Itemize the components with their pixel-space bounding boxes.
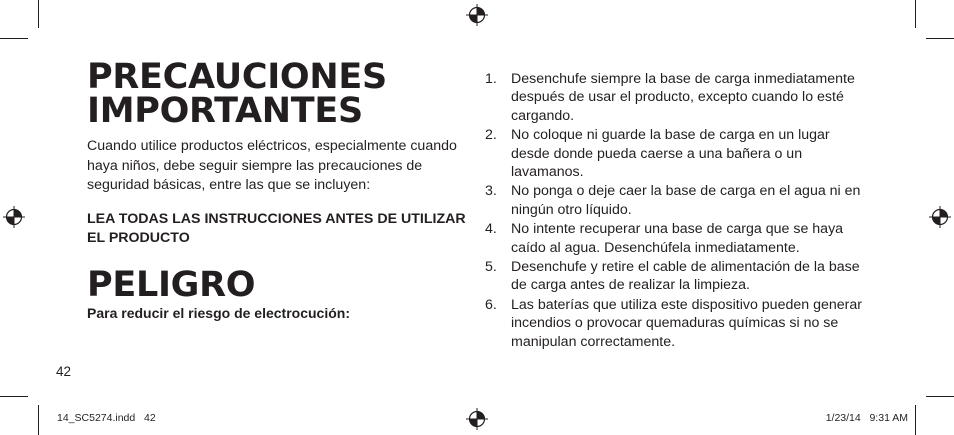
item-number: 5.: [485, 259, 497, 276]
slug-timestamp: 1/23/14 9:31 AM: [825, 412, 908, 424]
registration-mark-bottom-icon: [466, 408, 488, 430]
item-text: Desenchufe y retire el cable de alimentación de la base de carga antes de realizar la limpieza.: [511, 259, 860, 294]
list-item: [485, 70, 870, 125]
page-title: PRECAUCIONES IMPORTANTES: [87, 57, 387, 131]
item-number: 1.: [485, 71, 497, 87]
intro-paragraph: Cuando utilice productos eléctricos, especialmente cuando haya niños, debe seguir siempre las precauciones de seguridad básicas, entre las que se incluyen:: [87, 138, 457, 193]
crop-mark-top-right: [915, 0, 916, 28]
list-item: [485, 258, 870, 295]
danger-subheading: Para reducir el riesgo de electrocución:: [87, 305, 350, 321]
crop-mark-bottom-left-horizontal: [0, 396, 28, 397]
crop-mark-bottom-left: [38, 405, 39, 435]
page-number: 42: [56, 364, 72, 379]
slug-filename: 14_SC5274.indd 42: [57, 412, 156, 424]
read-instructions-heading: LEA TODAS LAS INSTRUCCIONES ANTES DE UTILIZAR EL PRODUCTO: [87, 211, 466, 246]
item-text: No coloque ni guarde la base de carga en un lugar desde donde pueda caerse a una bañera o un lavamanos.: [511, 127, 830, 181]
list-item: [485, 296, 870, 351]
crop-mark-bottom-right-horizontal: [926, 396, 954, 397]
item-number: 3.: [485, 183, 497, 200]
list-item: [485, 182, 870, 219]
crop-mark-bottom-right: [915, 405, 916, 435]
crop-mark-top-left-horizontal: [0, 38, 28, 39]
item-text: No intente recuperar una base de carga que se haya caído al agua. Desenchúfela inmediatamente.: [511, 221, 844, 256]
instruction-list: [485, 70, 870, 352]
danger-heading: PELIGRO: [87, 265, 256, 305]
item-number: 2.: [485, 127, 497, 144]
registration-mark-top-icon: [466, 4, 488, 26]
crop-mark-top-right-horizontal: [926, 38, 954, 39]
item-number: 4.: [485, 221, 497, 238]
item-text: Las baterías que utiliza este dispositivo pueden generar incendios o provocar quemaduras químicas si no se manipulan correctamente.: [511, 296, 862, 350]
list-item: [485, 126, 870, 181]
list-item: [485, 220, 870, 257]
item-text: Desenchufe siempre la base de carga inmediatamente después de usar el producto, excepto cuando lo esté cargando.: [511, 71, 855, 124]
crop-mark-top-left: [38, 0, 39, 28]
item-text: No ponga o deje caer la base de carga en el agua ni en ningún otro líquido.: [511, 183, 861, 218]
item-number: 6.: [485, 296, 497, 313]
registration-mark-right-icon: [929, 206, 951, 228]
registration-mark-left-icon: [3, 206, 25, 228]
